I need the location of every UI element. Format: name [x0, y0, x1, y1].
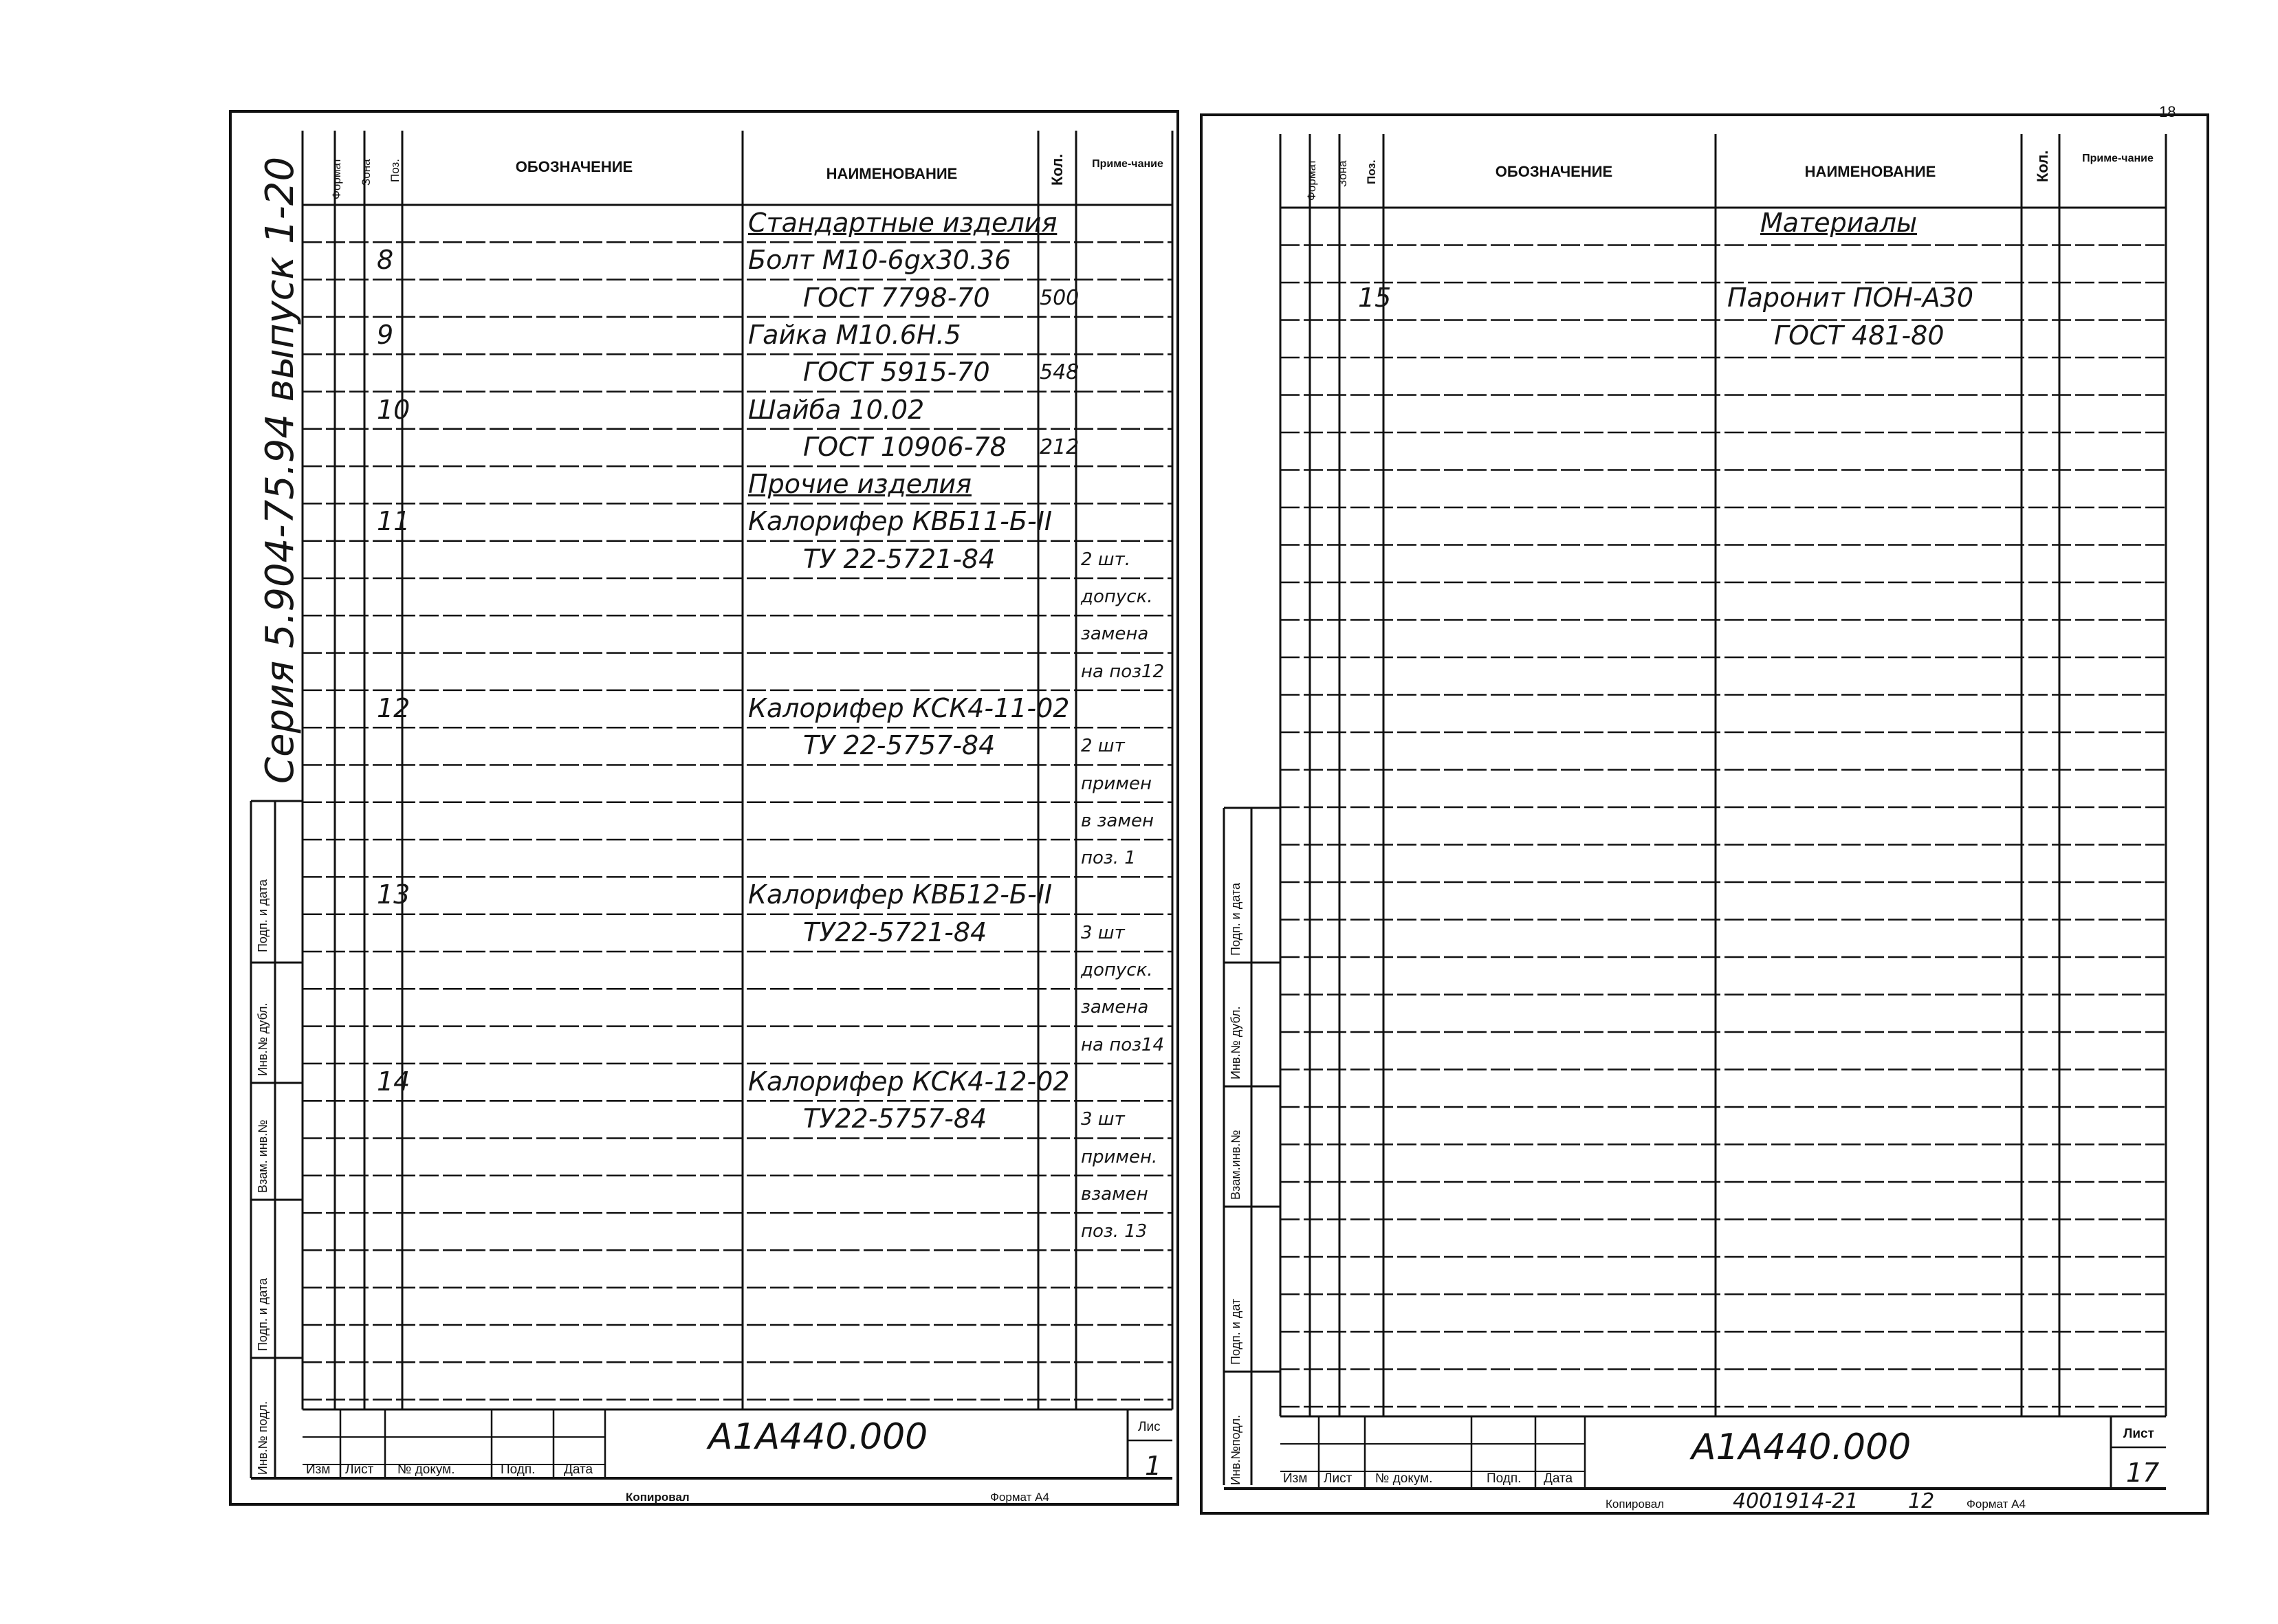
right-tb-izm: Изм — [1283, 1471, 1308, 1486]
row-note: поз. 1 — [1081, 848, 1136, 869]
row-note: на поз12 — [1081, 661, 1165, 682]
row-name: Шайба 10.02 — [748, 394, 925, 425]
side-stub-label: Инв.№ дубл. — [256, 1002, 270, 1076]
right-header-zone: Зона — [1336, 160, 1349, 187]
row-note: поз. 13 — [1081, 1221, 1148, 1242]
left-tb-date: Дата — [564, 1462, 593, 1477]
row-note: 2 шт. — [1081, 549, 1131, 570]
row-note: замена — [1081, 997, 1149, 1018]
left-header-zone: Зона — [360, 159, 373, 186]
row-pos: 12 — [377, 692, 410, 723]
row-pos: 15 — [1358, 283, 1392, 313]
right-footer-num: 12 — [1908, 1489, 1935, 1513]
left-header-format: Формат — [330, 157, 343, 199]
row-pos: 9 — [377, 319, 394, 350]
row-name: Калорифер КВБ12-Б-II — [748, 879, 1053, 910]
row-name: Калорифер КСК4-11-02 — [748, 692, 1070, 723]
row-name: ГОСТ 481-80 — [1774, 320, 1945, 351]
row-name: Прочие изделия — [748, 469, 972, 500]
row-name: Болт М10-6gx30.36 — [748, 245, 1011, 276]
row-note: замена — [1081, 624, 1149, 645]
side-stub-label: Подп. и дата — [1229, 882, 1242, 956]
row-name: Калорифер КСК4-12-02 — [748, 1066, 1070, 1097]
row-note: 3 шт — [1081, 1109, 1125, 1130]
row-pos: 8 — [377, 245, 394, 276]
row-name: ТУ 22-5757-84 — [803, 730, 996, 761]
left-tb-list: Лист — [345, 1462, 374, 1477]
row-note: примен — [1081, 773, 1152, 794]
side-stub-label: Инв.№ дубл. — [1229, 1006, 1242, 1079]
row-name: ГОСТ 5915-70 — [803, 357, 990, 388]
row-pos: 10 — [377, 394, 410, 425]
left-header-qty: Кол. — [1049, 153, 1066, 186]
side-stub-label: Подп. и дата — [256, 1277, 270, 1351]
row-pos: 13 — [377, 879, 410, 910]
side-stub-label: Взам. инв.№ — [256, 1119, 270, 1193]
row-note: взамен — [1081, 1183, 1148, 1205]
left-header-designation: ОБОЗНАЧЕНИЕ — [515, 158, 633, 175]
left-sheet-label: Лис — [1138, 1420, 1161, 1434]
left-sheet-number: 1 — [1145, 1451, 1162, 1481]
right-tb-date: Дата — [1544, 1471, 1573, 1486]
right-corner-mark: 18 — [2159, 103, 2176, 120]
right-footer-format: Формат А4 — [1967, 1497, 2026, 1511]
left-doc-number: А1А440.000 — [708, 1416, 928, 1458]
right-header-pos: Поз. — [1365, 160, 1378, 184]
row-qty: 212 — [1040, 435, 1080, 459]
left-tb-sign: Подп. — [501, 1462, 536, 1477]
row-name: ГОСТ 7798-70 — [803, 282, 990, 313]
row-name: Калорифер КВБ11-Б-II — [748, 506, 1053, 537]
side-stub-label: Подп. и дата — [256, 879, 270, 952]
row-note: допуск. — [1081, 586, 1153, 607]
right-sheet-number: 17 — [2126, 1458, 2160, 1488]
right-header-format: Формат — [1305, 159, 1318, 201]
row-name: Стандартные изделия — [748, 208, 1058, 238]
row-pos: 14 — [377, 1066, 410, 1097]
right-header-qty: Кол. — [2034, 150, 2051, 182]
side-stub-label: Подп. и дат — [1229, 1298, 1242, 1365]
row-note: допуск. — [1081, 960, 1153, 980]
row-note: в замен — [1081, 810, 1154, 831]
row-note: 2 шт — [1081, 736, 1125, 757]
right-tb-doc: № докум. — [1375, 1471, 1433, 1486]
side-stub-label: Инв.№подл. — [1229, 1414, 1242, 1485]
row-qty: 500 — [1040, 285, 1080, 310]
right-sheet-label: Лист — [2123, 1427, 2154, 1441]
row-name: Паронит ПОН-А30 — [1727, 283, 1974, 313]
row-name: ГОСТ 10906-78 — [803, 431, 1007, 462]
row-note: на поз14 — [1081, 1034, 1165, 1055]
left-header-note: Приме-чание — [1092, 158, 1163, 170]
right-tb-list: Лист — [1324, 1471, 1352, 1486]
right-footer-order: 4001914-21 — [1733, 1489, 1859, 1513]
right-doc-number: А1А440.000 — [1691, 1427, 1912, 1468]
left-footer-format: Формат А4 — [990, 1491, 1049, 1504]
right-footer-copied: Копировал — [1606, 1497, 1665, 1511]
left-side-title: Серия 5.904-75.94 выпуск 1-20 — [258, 156, 303, 784]
side-stub-label: Взам.инв.№ — [1229, 1130, 1242, 1200]
side-stub-label: Инв.№ подл. — [256, 1401, 270, 1475]
row-pos: 11 — [377, 506, 410, 537]
right-header-note: Приме-чание — [2082, 153, 2154, 164]
left-header-pos: Поз. — [388, 159, 402, 182]
right-header-designation: ОБОЗНАЧЕНИЕ — [1495, 163, 1613, 180]
right-tb-sign: Подп. — [1487, 1471, 1522, 1486]
left-tb-doc: № докум. — [397, 1462, 455, 1477]
row-name: Гайка М10.6Н.5 — [748, 319, 961, 350]
row-name: Материалы — [1760, 208, 1917, 238]
left-tb-izm: Изм — [306, 1462, 331, 1477]
row-qty: 548 — [1040, 360, 1080, 385]
left-footer-copied: Копировал — [626, 1491, 690, 1504]
row-name: ТУ 22-5721-84 — [803, 543, 996, 574]
right-header-name: НАИМЕНОВАНИЕ — [1804, 163, 1936, 180]
row-note: 3 шт — [1081, 922, 1125, 943]
row-note: примен. — [1081, 1146, 1158, 1167]
row-name: ТУ22-5757-84 — [803, 1104, 987, 1134]
left-header-name: НАИМЕНОВАНИЕ — [826, 165, 958, 182]
row-name: ТУ22-5721-84 — [803, 917, 987, 947]
